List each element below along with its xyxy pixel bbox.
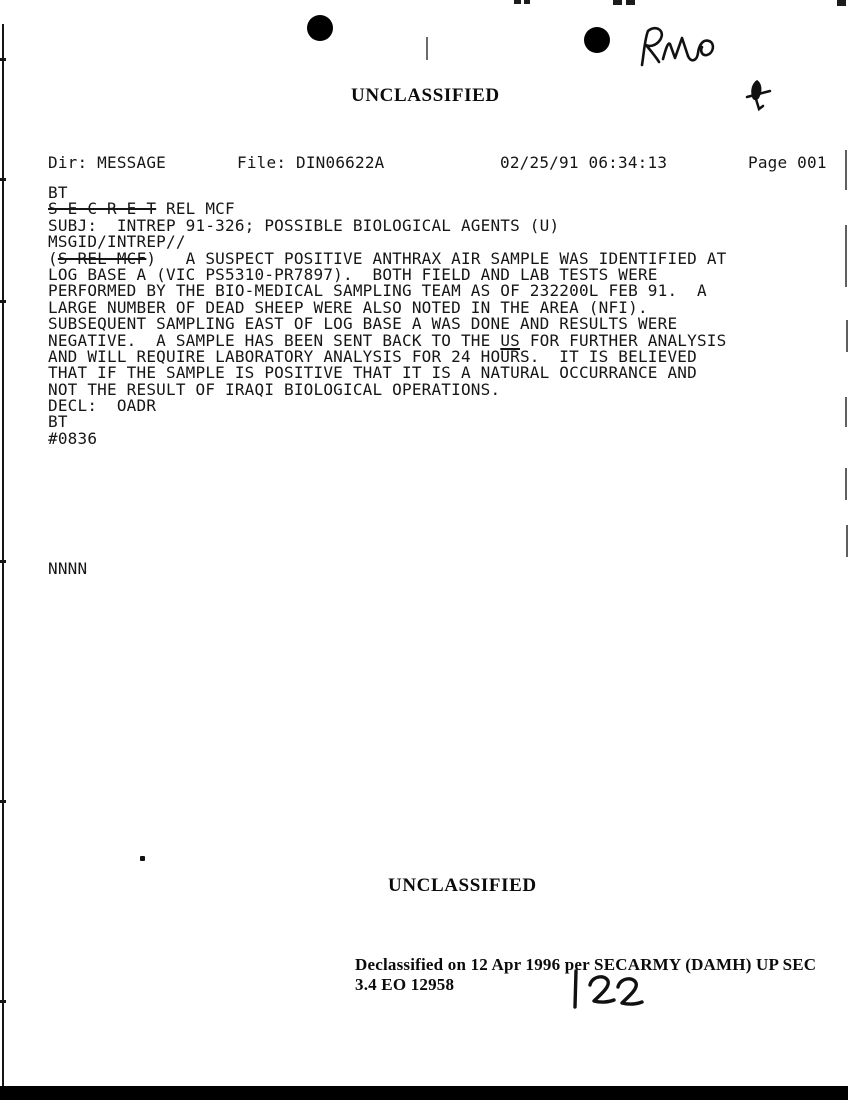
scan-artifact-tick (0, 58, 6, 61)
handwritten-number (568, 966, 648, 1012)
declassification-line2: 3.4 EO 12958 (355, 975, 455, 994)
message-line: NOT THE RESULT OF IRAQI BIOLOGICAL OPERATIONS. (48, 379, 501, 399)
message-line: LARGE NUMBER OF DEAD SHEEP WERE ALSO NOTED IN THE AREA (NFI). (48, 297, 648, 317)
message-line: (S REL MCF) A SUSPECT POSITIVE ANTHRAX AIR SAMPLE WAS IDENTIFIED AT (48, 248, 727, 268)
scan-fragment (524, 0, 530, 4)
scan-artifact-tick (0, 560, 6, 563)
scan-fragment (626, 0, 635, 5)
scan-edge-left (2, 24, 4, 1088)
classification-footer: UNCLASSIFIED (388, 875, 537, 896)
scan-artifact-tick (0, 300, 6, 303)
scan-fragment (613, 0, 622, 5)
stray-mark (426, 37, 428, 60)
message-line: THAT IF THE SAMPLE IS POSITIVE THAT IT IS A NATURAL OCCURRANCE AND (48, 363, 697, 383)
message-trailer: NNNN (48, 559, 88, 578)
pen-check-mark (744, 76, 774, 112)
scan-artifact-dash (845, 397, 847, 427)
message-line: LOG BASE A (VIC PS5310-PR7897). BOTH FIELD AND LAB TESTS WERE (48, 264, 658, 284)
scan-edge-bottom (0, 1086, 848, 1100)
message-line: BT (48, 412, 68, 432)
header-datetime: 02/25/91 06:34:13 (500, 153, 668, 172)
scan-speck (140, 856, 145, 861)
header-file: File: DIN06622A (237, 153, 385, 172)
hole-punch-dot-left (307, 15, 333, 41)
message-line: SUBSEQUENT SAMPLING EAST OF LOG BASE A WAS DONE AND RESULTS WERE (48, 314, 678, 334)
handwritten-initials (632, 24, 727, 72)
message-line: #0836 (48, 428, 98, 448)
scan-artifact-tick (0, 1000, 6, 1003)
message-header (0, 155, 848, 172)
scan-artifact-dash (845, 225, 847, 287)
scan-artifact-dash (845, 468, 847, 500)
scan-fragment (837, 0, 846, 6)
declassification-line1: Declassified on 12 Apr 1996 per SECARMY (DAMH) UP SEC (355, 955, 817, 974)
header-page-number: Page 001 (748, 153, 827, 172)
message-line: S E C R E T REL MCF (48, 199, 235, 219)
message-line: PERFORMED BY THE BIO-MEDICAL SAMPLING TEAM AS OF 232200L FEB 91. A (48, 281, 707, 301)
classification-header: UNCLASSIFIED (351, 85, 500, 106)
scan-artifact-dash (845, 150, 847, 190)
scan-fragment (514, 0, 521, 4)
message-body (48, 185, 726, 447)
scan-artifact-tick (0, 800, 6, 803)
message-line: NEGATIVE. A SAMPLE HAS BEEN SENT BACK TO THE US FOR FURTHER ANALYSIS (48, 330, 727, 350)
message-line: BT (48, 183, 68, 202)
message-line: MSGID/INTREP// (48, 232, 186, 252)
message-line: SUBJ: INTREP 91-326; POSSIBLE BIOLOGICAL AGENTS (U) (48, 215, 560, 235)
message-line: AND WILL REQUIRE LABORATORY ANALYSIS FOR 24 HOURS. IT IS BELIEVED (48, 346, 697, 366)
scan-artifact-tick (0, 178, 6, 181)
header-dir: Dir: MESSAGE (48, 153, 166, 172)
message-line: DECL: OADR (48, 396, 157, 416)
hole-punch-dot-right (584, 27, 610, 53)
